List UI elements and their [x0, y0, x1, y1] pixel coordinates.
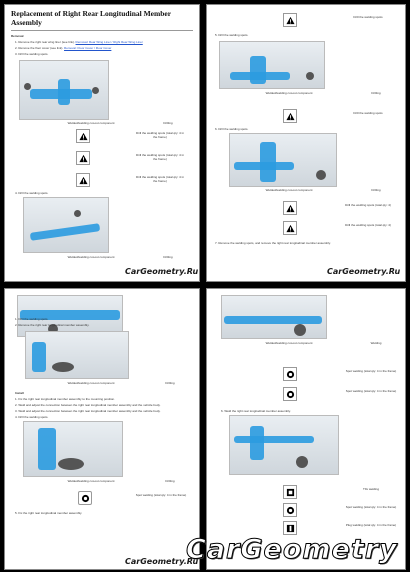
- warning-icon: [283, 13, 297, 27]
- warning-text: Drill the welding spots (total qty: 4 in the frame): [135, 175, 185, 183]
- step-7: 7. Remove the welding spots, and remove the right rear longitudinal member assembly.: [215, 241, 331, 245]
- spot-weld-text: Spot welding (total qty: 4 in the frame): [345, 389, 397, 393]
- legend-drilling: Drilling: [165, 381, 175, 385]
- step-3: 3. Drill the welding spots.: [15, 52, 49, 56]
- warning-text: Drill the welding spots: [353, 15, 383, 19]
- legend-caption: Welded/welding cut-out component: [265, 341, 313, 345]
- spot-marker: [306, 72, 314, 80]
- spot-weld-text: Spot welding (total qty: 4 in the frame): [345, 369, 397, 373]
- legend-caption: Welded/welding cut-out component: [265, 188, 313, 192]
- page-4: [206, 288, 406, 570]
- member-highlight: [250, 426, 264, 460]
- tig-weld-icon: [283, 485, 297, 499]
- spot-marker: [74, 210, 81, 217]
- wheel: [316, 170, 326, 180]
- diagram-6: [25, 331, 129, 379]
- section-heading: Install: [15, 391, 24, 395]
- member-highlight: [38, 428, 56, 470]
- watermark: CarGeometry.Ru: [125, 267, 199, 276]
- diagram-1: [19, 60, 109, 120]
- install-step-2: 2. Weld and adjust the connection between the right rear longitudinal member assembly and the vehicle body.: [15, 403, 161, 407]
- install-step-3: 3. Weld and adjust the connection between the right rear longitudinal member assembly and the vehicle body.: [15, 409, 161, 413]
- legend-caption: Welded/welding cut-out component: [67, 479, 115, 483]
- install-step-4: 4. Drill the welding spots.: [15, 415, 49, 419]
- diagram-7: [23, 421, 123, 477]
- warning-icon: [76, 173, 90, 187]
- watermark: CarGeometry.Ru: [327, 267, 401, 276]
- legend-caption: Welded/welding cut-out component: [67, 121, 115, 125]
- section-heading: Removal: [11, 34, 24, 38]
- step-6: 6. Drill the welding spots.: [215, 127, 249, 131]
- legend-drilling: Drilling: [165, 479, 175, 483]
- step-2: 2. Remove the floor cover (see link). Removal: Floor Cover / Floor Cover: [15, 46, 112, 50]
- weld-legend-text: Spot welding (total qty: 4 in the frame): [345, 505, 397, 509]
- legend-caption: Welded/welding cut-out component: [67, 381, 115, 385]
- legend-caption: Welded/welding cut-out component: [67, 255, 115, 259]
- member-highlight: [234, 162, 294, 170]
- wheel: [294, 324, 306, 336]
- wheel: [58, 458, 84, 470]
- step-1: 1. Remove the right rear wing liner (see link). Removal: Rear Wing Liner / Right Rear Wing Liner: [15, 40, 143, 44]
- warning-icon: [76, 151, 90, 165]
- page-3: [4, 288, 200, 570]
- warning-icon: [283, 221, 297, 235]
- page-title: Replacement of Right Rear Longitudinal Member Assembly: [11, 9, 171, 27]
- spot-marker: [24, 83, 31, 90]
- warning-icon: [283, 201, 297, 215]
- warning-text: Drill the welding spots: [353, 111, 383, 115]
- legend-welding: Welding: [370, 341, 382, 345]
- member-highlight: [58, 79, 70, 105]
- spot-marker: [92, 87, 99, 94]
- spot-weld-text: Spot welding (total qty: 4 in the frame): [135, 493, 187, 497]
- step-4: 4. Drill the welding spots.: [15, 191, 49, 195]
- warning-text: Drill the welding spots (total qty: 4): [345, 223, 391, 227]
- watermark-large: CarGeometry: [186, 534, 398, 565]
- weld-legend-text: TIG welding: [362, 487, 379, 491]
- warning-icon: [76, 129, 90, 143]
- spot-weld-icon: [78, 491, 92, 505]
- warning-text: Drill the welding spots (total qty: 4): [345, 203, 391, 207]
- wheel: [52, 362, 74, 372]
- diagram-4: [229, 133, 337, 187]
- step-6: 6. Weld the right rear longitudinal member assembly.: [221, 409, 291, 413]
- step-5: 5. Fix the right rear longitudinal member assembly.: [15, 511, 83, 515]
- spot-weld-icon: [283, 387, 297, 401]
- step-5: 5. Drill the welding spots.: [215, 33, 249, 37]
- warning-text: Drill the welding spots (total qty: 4 in the frame): [135, 131, 185, 139]
- page-1: [4, 4, 200, 282]
- wheel: [296, 456, 308, 468]
- step-1: 1. Drill the welding spots.: [15, 317, 49, 321]
- member-highlight: [234, 436, 314, 443]
- plug-weld-icon: [283, 521, 297, 535]
- diagram-2: [23, 197, 109, 253]
- link-floor-cover[interactable]: Removal: Floor Cover / Floor Cover: [64, 46, 112, 50]
- link-wing-liner[interactable]: Removal: Rear Wing Liner / Right Rear Wing Liner: [75, 40, 143, 44]
- spot-weld-icon: [283, 503, 297, 517]
- warning-icon: [283, 109, 297, 123]
- member-highlight: [230, 72, 290, 80]
- member-highlight: [30, 223, 100, 241]
- member-highlight: [32, 342, 46, 372]
- warning-text: Drill the welding spots (total qty: 4 in the frame): [135, 153, 185, 161]
- page-2: [206, 4, 406, 282]
- diagram-3: [219, 41, 325, 89]
- diagram-9: [229, 415, 339, 475]
- member-highlight: [224, 316, 322, 324]
- divider: [11, 30, 193, 31]
- spot-weld-icon: [283, 367, 297, 381]
- install-step-1: 1. Fix the right rear longitudinal member assembly to the mounting position.: [15, 397, 116, 401]
- legend-caption: Welded/welding cut-out component: [265, 91, 313, 95]
- legend-drilling: Drilling: [163, 121, 173, 125]
- watermark: CarGeometry.Ru: [125, 557, 199, 566]
- step-2: 2. Remove the right rear longitudinal member assembly.: [15, 323, 90, 327]
- weld-legend-text: Plug welding (total qty: 4 in the frame): [345, 523, 397, 527]
- legend-drilling: Drilling: [371, 91, 381, 95]
- diagram-8: [221, 295, 327, 339]
- legend-drilling: Drilling: [371, 188, 381, 192]
- legend-drilling: Drilling: [163, 255, 173, 259]
